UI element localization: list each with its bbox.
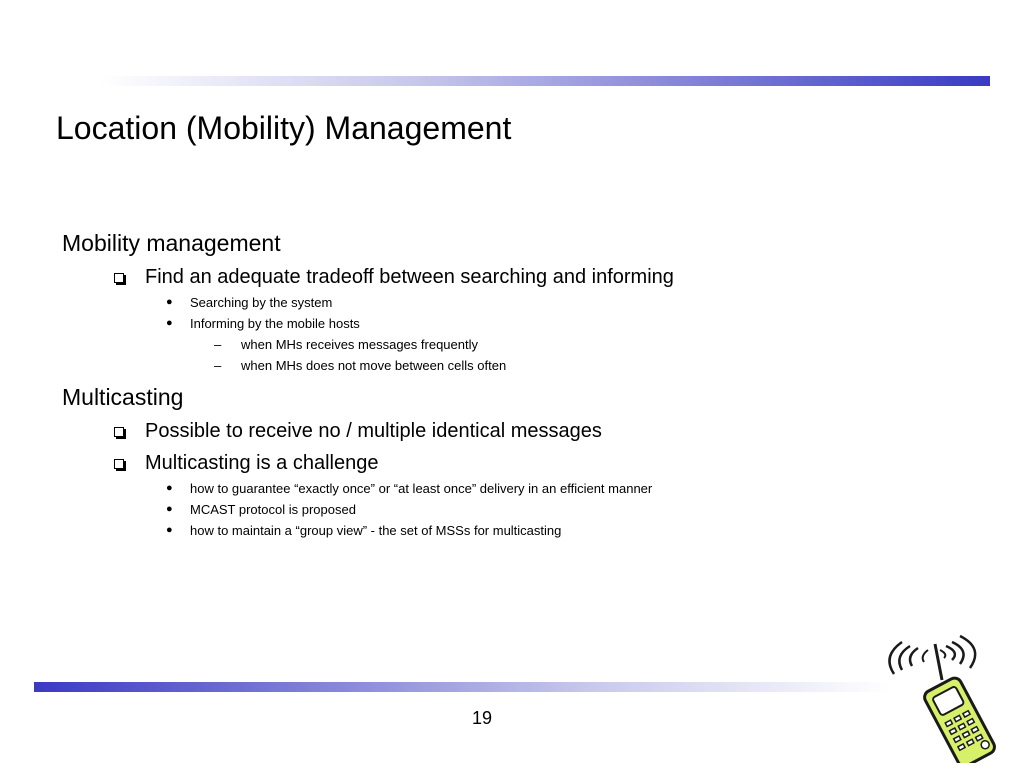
- checkbox-bullet-icon: [114, 273, 124, 283]
- checkbox-bullet-icon: [114, 459, 124, 469]
- slide-title: Location (Mobility) Management: [56, 110, 512, 146]
- bullet-text: Informing by the mobile hosts: [190, 316, 360, 331]
- bullet-text: how to guarantee “exactly once” or “at least once” delivery in an efficient manner: [190, 481, 653, 496]
- bullet-item: [62, 522, 922, 539]
- bottom-gradient-bar: [34, 682, 890, 692]
- dash-icon: –: [214, 337, 222, 352]
- bullet-text: how to maintain a “group view” - the set of MSSs for multicasting: [190, 523, 562, 538]
- bullet-text: MCAST protocol is proposed: [190, 502, 356, 517]
- sub-bullet-text: when MHs receives messages frequently: [241, 337, 478, 352]
- list-item-text: Possible to receive no / multiple identical messages: [145, 420, 602, 442]
- bullet-dot-icon: ●: [166, 503, 173, 515]
- bullet-item: [62, 501, 922, 518]
- list-item-text: Find an adequate tradeoff between searching and informing: [145, 266, 674, 288]
- sub-bullet-item: [62, 357, 922, 374]
- section-heading: Multicasting: [62, 384, 184, 410]
- sub-bullet-text: when MHs does not move between cells often: [241, 358, 507, 373]
- list-item: [62, 450, 922, 476]
- bullet-dot-icon: ●: [166, 296, 173, 308]
- bullet-item: [62, 480, 922, 497]
- bullet-item: [62, 294, 922, 311]
- list-item-text: Multicasting is a challenge: [145, 452, 379, 474]
- page-number: 19: [471, 708, 493, 728]
- checkbox-bullet-icon: [114, 427, 124, 437]
- list-item: [62, 418, 922, 444]
- bullet-item: [62, 315, 922, 332]
- bullet-dot-icon: ●: [166, 482, 173, 494]
- cell-phone-icon: [880, 628, 1000, 763]
- slide-body: [62, 228, 922, 539]
- bullet-text: Searching by the system: [190, 295, 333, 310]
- bullet-dot-icon: ●: [166, 317, 173, 329]
- list-item: [62, 264, 922, 290]
- bullet-dot-icon: ●: [166, 524, 173, 536]
- section-heading: Mobility management: [62, 230, 281, 256]
- dash-icon: –: [214, 358, 222, 373]
- top-gradient-bar: [100, 76, 990, 86]
- sub-bullet-item: [62, 336, 922, 353]
